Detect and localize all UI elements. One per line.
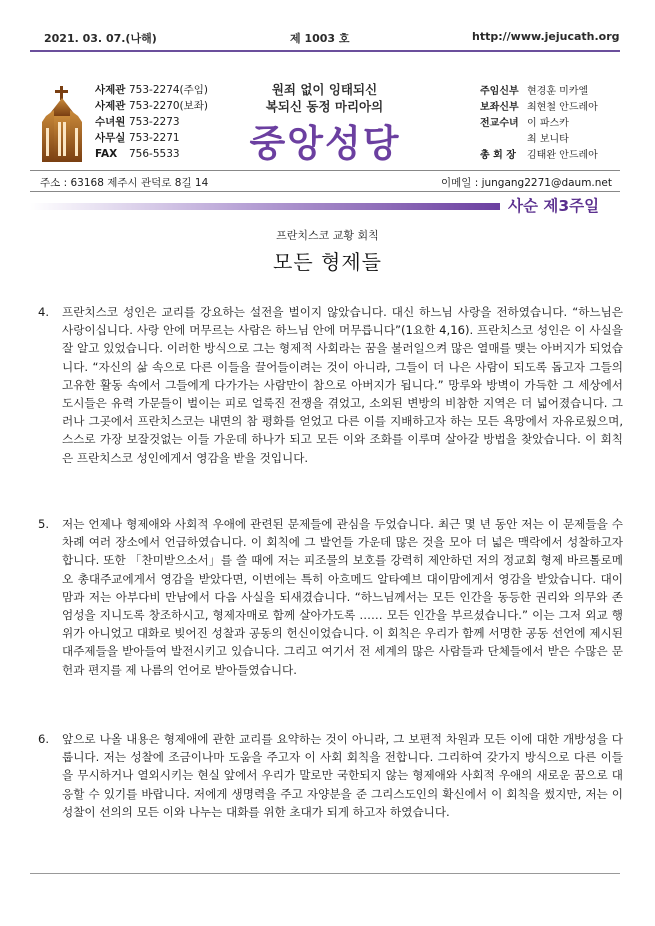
address-bar — [30, 170, 620, 192]
paragraph-text: 저는 언제나 형제애와 사회적 우애에 관련된 문제들에 관심을 두었습니다. 최근 몇 년 동안 저는 이 문제들을 수차례 여러 장소에서 언급하였습니다. 이 회칙에 그 발언들 가운데 많은 것을 모아 더 넓은 맥락에서 성찰하고자 합니다. 또한 「찬미받으소서」를 쓸 때에 저는 피조물의 보호를 강력히 제안하던 저의 정교회 형제 바르톨로메오 총대주교에게서 영감을 받았다면, 이번에는 특히 아흐메드 알타예브 대이맘에게서 영감을 받았습니다. 대이맘과 저는 아부다비 만남에서 다음 사실을 되새겼습니다. “하느님께서는 모든 인간을 동등한 권리와 의무와 존엄성을 지니도록 창조하시고, 형제자매로 함께 살아가도록 …… 모든 인간을 부르셨습니다.” 이는 그저 외교 행위가 아니었고 대화로 빚어진 성찰과 공동의 헌신이었습니다. 이 회칙은 우리가 함께 서명한 공동 선언에 제시된 대주제들을 받아들여 발전시키고 있습니다. 그리고 여기서 전 세계의 많은 사람들과 단체들에서 받은 수많은 문헌과 편지를 제 나름의 언어로 받아들였습니다. — [62, 517, 623, 677]
staff-list — [480, 84, 598, 164]
season-gradient-bar — [30, 203, 500, 210]
website-link[interactable]: http://www.jejucath.org — [472, 30, 620, 43]
paragraph-text: 프란치스코 성인은 교리를 강요하는 설전을 벌이지 않았습니다. 대신 하느님 사랑을 전하였습니다. “하느님은 사랑이십니다. 사랑 안에 머무르는 사람은 하느님 안에 머무릅니다”(1요한 4,16). 프란치스코 성인은 이 사실을 잘 알고 있었습니다. 이러한 방식으로 그는 형제적 사회라는 꿈을 불러일으켜 많은 열매를 맺는 아버지가 되었습니다. “자신의 삶 속으로 다른 이들을 끌어들이려는 것이 아니라, 그들이 더 나은 사람이 되도록 돕고자 그들의 고유한 활동 속에서 그들에게 다가가는 사람만이 참으로 아버지가 됩니다.” 망루와 방벽이 가득한 그 세상에서 도시들은 유력 가문들이 벌이는 피로 얼룩진 전쟁을 겪었고, 소외된 변방의 비참한 지역은 더 넓어졌습니다. 그러나 그곳에서 프란치스코는 내면의 참 평화를 얻었고 다른 이를 지배하고자 하는 모든 욕망에서 자유로웠으며, 스스로 가장 보잘것없는 이들 가운데 하나가 되고 모든 이와 조화를 이루며 살아갈 방법을 찾았습니다. 이 회칙은 프란치스코 성인에게서 영감을 받을 것입니다. — [62, 305, 623, 465]
issue-number: 제 1003 호 — [290, 32, 350, 45]
liturgical-season: 사순 제3주일 — [508, 197, 600, 215]
contact-row: 사제관 753-2270(보좌) — [95, 100, 209, 112]
header-divider — [30, 50, 620, 52]
church-icon — [38, 86, 86, 162]
parish-subtitle-1: 원죄 없이 잉태되신 — [271, 82, 378, 97]
footer-divider — [30, 873, 620, 874]
staff-row: 주임신부 현경훈 미카엘 — [480, 86, 589, 97]
staff-row: 보좌신부 최현철 안드레아 — [480, 102, 598, 113]
document-title: 모든 형제들 — [273, 250, 382, 274]
paragraph-6 — [38, 730, 623, 821]
contact-list — [95, 82, 208, 162]
parish-email[interactable]: 이메일 : jungang2271@daum.net — [440, 177, 612, 189]
contact-row: 사제관 753-2274(주임) — [95, 84, 209, 96]
contact-row: 사무실 753-2271 — [95, 132, 180, 144]
staff-row: 전교수녀 이 파스카 — [480, 118, 569, 129]
staff-row: 최 보니타 — [527, 134, 569, 145]
contact-row: FAX 756-5533 — [95, 148, 180, 160]
contact-row: 수녀원 753-2273 — [95, 116, 180, 128]
parish-address: 주소 : 63168 제주시 관덕로 8길 14 — [40, 177, 209, 189]
paragraph-number: 5. — [38, 517, 50, 531]
parish-subtitle-2: 복되신 동정 마리아의 — [265, 99, 384, 114]
issue-date: 2021. 03. 07.(나해) — [44, 32, 157, 45]
parish-title: 중앙성당 — [249, 122, 401, 165]
paragraph-number: 6. — [38, 732, 50, 746]
paragraph-4 — [38, 303, 623, 467]
paragraph-number: 4. — [38, 305, 50, 319]
paragraph-5 — [38, 515, 623, 679]
paragraph-text: 앞으로 나올 내용은 형제애에 관한 교리를 요약하는 것이 아니라, 그 보편적 차원과 모든 이에 대한 개방성을 다룹니다. 저는 성찰에 조금이나마 도움을 주고자 이 사회 회칙을 전합니다. 그리하여 갖가지 방식으로 다른 이들을 무시하거나 열외시키는 현실 앞에서 우리가 말로만 국한되지 않는 형제애와 사회적 우애의 새로운 꿈으로 대응할 수 있기를 바랍니다. 저에게 생명력을 주고 자양분을 준 그리스도인의 확신에서 이 회칙을 썼지만, 저는 이 성찰이 선의의 모든 이와 나누는 대화를 위한 초대가 되게 하고자 하였습니다. — [62, 732, 623, 819]
document-subtitle: 프란치스코 교황 회칙 — [276, 229, 379, 242]
staff-row: 총 회 장 김태완 안드레아 — [480, 150, 598, 161]
